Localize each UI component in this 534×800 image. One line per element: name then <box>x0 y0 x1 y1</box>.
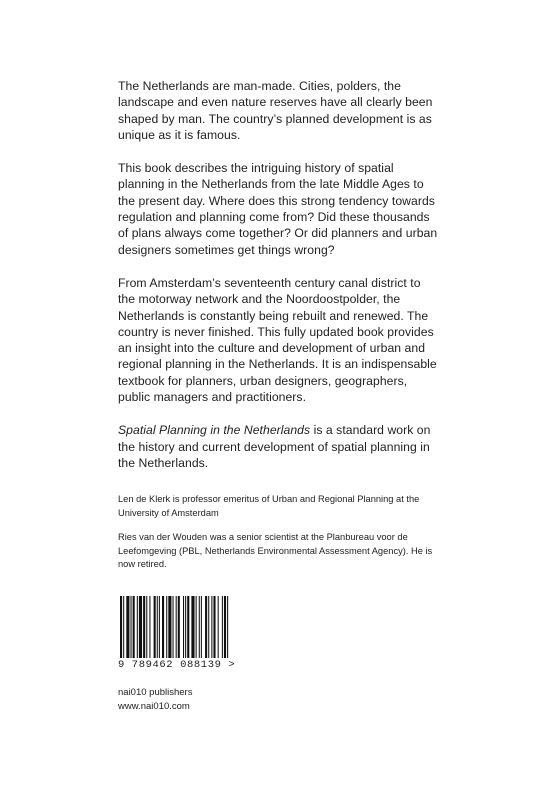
barcode-bar <box>168 596 171 658</box>
barcode-bar <box>178 596 180 658</box>
barcode-bar <box>205 596 207 658</box>
barcode-bar <box>201 596 202 658</box>
blurb-paragraph-3: From Amsterdam’s seventeenth century canal district to the motorway network and the Noordoostpolder, the Netherlands is constantly being rebuilt and renewed. The country is never finished. This fully updated book provides an insight into the culture and development of urban and regional planning in the Netherlands. It is an indispensable textbook for planners, urban designers, geographers, public managers and practitioners. <box>118 275 437 405</box>
barcode-bar <box>120 596 122 658</box>
barcode-bar <box>149 596 150 658</box>
barcode-bar <box>187 596 189 658</box>
barcode-bar <box>211 596 212 658</box>
barcode-bar <box>143 596 145 658</box>
blurb <box>118 78 438 583</box>
barcode-bar <box>183 596 184 658</box>
author-bio-2: Ries van der Wouden was a senior scientist at the Planbureau voor de Leefomgeving (PBL, Netherlands Environmental Assessment Agency). He is now retired. <box>118 532 433 570</box>
barcode-bar <box>123 596 124 658</box>
barcode-bar <box>176 596 177 658</box>
barcode-bar <box>222 596 223 658</box>
barcode-bar <box>173 596 174 658</box>
barcode-bar <box>154 596 156 658</box>
book-title: Spatial Planning in the Netherlands <box>118 423 311 438</box>
barcode-icon <box>118 596 232 658</box>
barcode-bar <box>139 596 142 658</box>
barcode-bar <box>146 596 147 658</box>
blurb-paragraph-4 <box>118 422 438 471</box>
barcode-bar <box>157 596 158 658</box>
barcode-bar <box>199 596 200 658</box>
author-bio-1: Len de Klerk is professor emeritus of Urban and Regional Planning at the University of Amsterdam <box>118 494 420 518</box>
barcode-bar <box>224 596 226 658</box>
barcode-bar <box>133 596 135 658</box>
blurb-paragraph-1: The Netherlands are man-made. Cities, polders, the landscape and even nature reserves have all clearly been shaped by man. The country’s planned development is as unique as it is famous. <box>118 79 433 142</box>
barcode-bar <box>196 596 197 658</box>
isbn-number: 9 789462 088139 > <box>118 659 236 671</box>
publisher-name: nai010 publishers <box>118 687 193 698</box>
barcode-bar <box>166 596 167 658</box>
barcode-bar <box>137 596 138 658</box>
barcode-bar <box>208 596 209 658</box>
closing-text: is a standard work on the history and current development of spatial planning in the Netherlands. <box>118 423 431 470</box>
publisher-url: www.nai010.com <box>118 700 190 712</box>
barcode-bar <box>218 596 219 658</box>
barcode-bar <box>131 596 132 658</box>
publisher-info <box>118 686 192 713</box>
barcode-bar <box>159 596 160 658</box>
barcode-bar <box>126 596 129 658</box>
blurb-paragraph-2: This book describes the intriguing history of spatial planning in the Netherlands from the late Middle Ages to the present day. Where does this strong tendency towards regulation and planning come from? Did these thousands of plans always come together? Or did planners and urban designers sometimes get things wrong? <box>118 161 438 257</box>
barcode-bar <box>227 596 228 658</box>
barcode-bar <box>162 596 164 658</box>
barcode-bar <box>191 596 194 658</box>
barcode-bar <box>213 596 215 658</box>
isbn-barcode <box>118 596 240 671</box>
barcode-bar <box>185 596 186 658</box>
